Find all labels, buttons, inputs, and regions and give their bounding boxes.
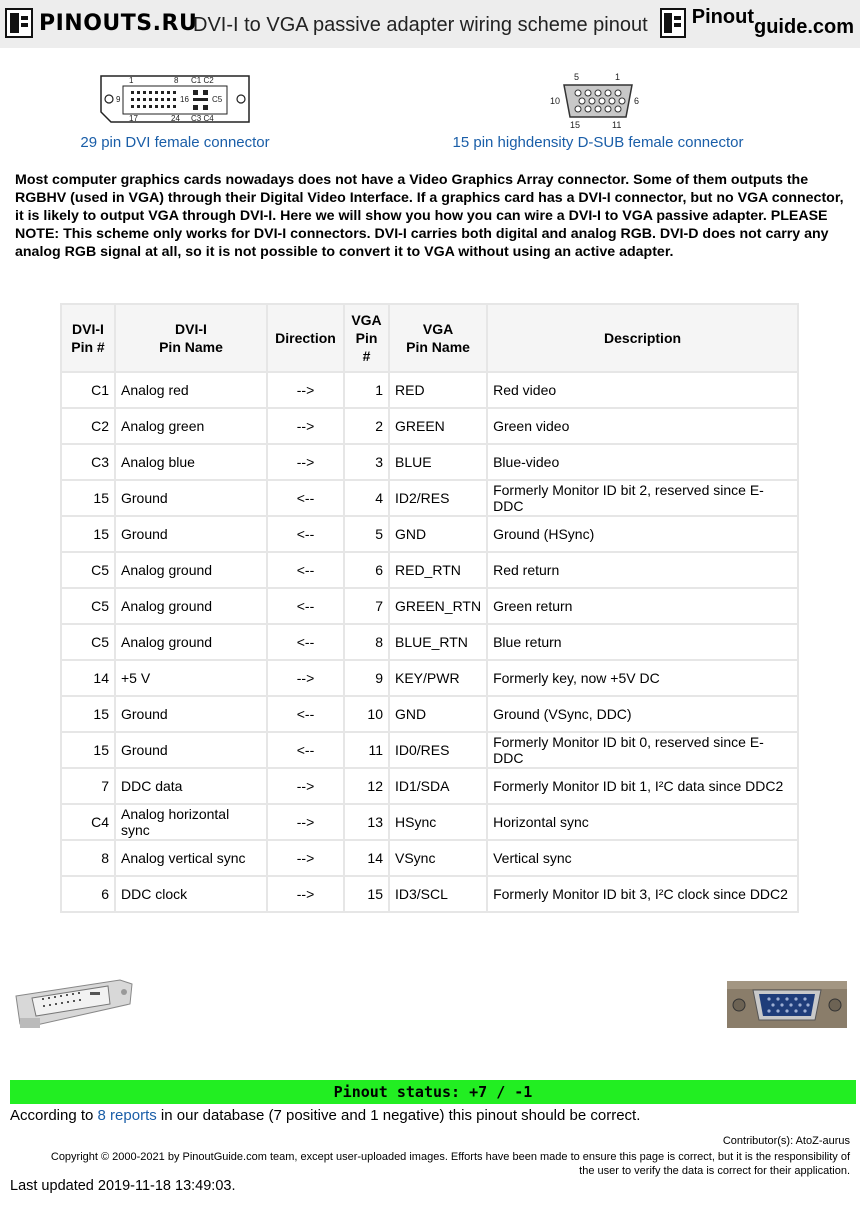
direction-cell: --> (268, 445, 343, 479)
direction-cell: <-- (268, 481, 343, 515)
description-cell: Blue return (488, 625, 797, 659)
pinoutguide-text-1: Pinout (691, 6, 754, 28)
description-cell: Red video (488, 373, 797, 407)
dvi-pin-name-cell: Analog ground (116, 625, 266, 659)
pinout-status-bar: Pinout status: +7 / -1 (10, 1080, 856, 1104)
dvi-label-16: 16 (180, 95, 189, 104)
description-cell: Formerly Monitor ID bit 2, reserved since E-DDC (488, 481, 797, 515)
dvi-pin-cell: 15 (62, 481, 114, 515)
vga-pin-name-cell: GREEN (390, 409, 486, 443)
dvi-label-1: 1 (129, 76, 134, 85)
description-cell: Red return (488, 553, 797, 587)
dvi-label-17: 17 (129, 114, 138, 123)
direction-cell: --> (268, 877, 343, 911)
dvi-pin-cell: 15 (62, 517, 114, 551)
table-row (62, 877, 797, 911)
table-row (62, 589, 797, 623)
dvi-pin-cell: 14 (62, 661, 114, 695)
direction-cell: --> (268, 661, 343, 695)
dvi-pin-name-cell: Analog blue (116, 445, 266, 479)
dvi-pin-name-cell: Analog red (116, 373, 266, 407)
table-row (62, 553, 797, 587)
vga-pin-cell: 4 (345, 481, 388, 515)
pinout-table-body (62, 373, 797, 911)
dvi-pin-cell: C2 (62, 409, 114, 443)
vga-pin-name-cell: ID2/RES (390, 481, 486, 515)
direction-cell: --> (268, 409, 343, 443)
pinoutguide-logo[interactable] (660, 6, 854, 39)
direction-cell: <-- (268, 625, 343, 659)
reports-link[interactable]: 8 reports (97, 1107, 157, 1124)
vga-pin-cell: 10 (345, 697, 388, 731)
vga-label-6: 6 (634, 96, 640, 106)
dvi-pin-name-cell: Ground (116, 481, 266, 515)
vga-label-11: 11 (612, 120, 622, 130)
dvi-pin-cell: 15 (62, 733, 114, 767)
col-description: Description (488, 305, 797, 371)
vga-label-10: 10 (550, 96, 561, 106)
vga-pin-name-cell: RED (390, 373, 486, 407)
dvi-pin-name-cell: Ground (116, 697, 266, 731)
pinoutguide-logo-icon (660, 8, 686, 38)
dvi-pin-name-cell: Ground (116, 517, 266, 551)
vga-pin-cell: 13 (345, 805, 388, 839)
vga-connector-photo (727, 981, 847, 1028)
vga-pin-cell: 14 (345, 841, 388, 875)
dvi-pin-cell: 7 (62, 769, 114, 803)
direction-cell: --> (268, 373, 343, 407)
col-vga-name: VGA Pin Name (390, 305, 486, 371)
description-cell: Vertical sync (488, 841, 797, 875)
vga-connector-caption: 15 pin highdensity D-SUB female connector (452, 134, 744, 151)
pinoutguide-text-2: guide.com (753, 16, 854, 38)
table-row (62, 805, 797, 839)
dvi-pin-cell: C5 (62, 553, 114, 587)
description-cell: Green video (488, 409, 797, 443)
dvi-pin-cell: C5 (62, 625, 114, 659)
vga-pin-cell: 9 (345, 661, 388, 695)
description-cell: Formerly Monitor ID bit 0, reserved since E-DDC (488, 733, 797, 767)
vga-label-1: 1 (615, 72, 621, 82)
description-cell: Formerly Monitor ID bit 1, I²C data since DDC2 (488, 769, 797, 803)
vga-pin-name-cell: RED_RTN (390, 553, 486, 587)
pinout-status-text: According to 8 reports in our database (7 positive and 1 negative) this pinout should be correct. (10, 1107, 641, 1124)
dvi-label-c1c2: C1 C2 (191, 76, 214, 85)
vga-pin-name-cell: GND (390, 697, 486, 731)
dvi-pin-name-cell: Analog ground (116, 553, 266, 587)
table-row (62, 373, 797, 407)
table-row (62, 661, 797, 695)
direction-cell: --> (268, 805, 343, 839)
dvi-pin-name-cell: Ground (116, 733, 266, 767)
direction-cell: <-- (268, 589, 343, 623)
vga-pin-name-cell: GND (390, 517, 486, 551)
vga-pin-name-cell: VSync (390, 841, 486, 875)
vga-pin-cell: 6 (345, 553, 388, 587)
pinout-table (60, 303, 799, 913)
dvi-connector-diagram (95, 72, 255, 128)
table-header-row (62, 305, 797, 371)
copyright-notice: Copyright © 2000-2021 by PinoutGuide.com team, except user-uploaded images. Efforts have been made to ensure this page is correct, but it is the responsibility of the user to verify the data is correct for their application. (50, 1151, 850, 1177)
vga-connector-figure (448, 70, 748, 151)
description-cell: Formerly Monitor ID bit 3, I²C clock since DDC2 (488, 877, 797, 911)
dvi-connector-caption: 29 pin DVI female connector (80, 134, 270, 151)
dvi-connector-figure (75, 72, 275, 151)
table-row (62, 481, 797, 515)
vga-pin-cell: 2 (345, 409, 388, 443)
pinouts-ru-text: PINOUTS.RU (39, 10, 198, 36)
description-cell: Ground (HSync) (488, 517, 797, 551)
col-dvi-pin: DVI-I Pin # (62, 305, 114, 371)
direction-cell: --> (268, 769, 343, 803)
vga-pin-name-cell: ID0/RES (390, 733, 486, 767)
vga-pin-cell: 3 (345, 445, 388, 479)
dvi-label-c3c4: C3 C4 (191, 114, 214, 123)
dvi-label-9: 9 (116, 95, 121, 104)
dvi-pin-cell: 8 (62, 841, 114, 875)
description-cell: Blue-video (488, 445, 797, 479)
direction-cell: <-- (268, 553, 343, 587)
description-cell: Ground (VSync, DDC) (488, 697, 797, 731)
vga-pin-name-cell: BLUE (390, 445, 486, 479)
table-row (62, 409, 797, 443)
col-vga-pin: VGA Pin # (345, 305, 388, 371)
header-bar (0, 0, 860, 48)
description-cell: Formerly key, now +5V DC (488, 661, 797, 695)
dvi-pin-cell: C5 (62, 589, 114, 623)
col-dvi-name: DVI-I Pin Name (116, 305, 266, 371)
vga-pin-cell: 11 (345, 733, 388, 767)
contributors: Contributor(s): AtoZ-aurus (722, 1135, 850, 1147)
table-row (62, 733, 797, 767)
pinouts-logo-icon (5, 8, 33, 38)
dvi-pin-name-cell: +5 V (116, 661, 266, 695)
dvi-label-8: 8 (174, 76, 179, 85)
table-row (62, 445, 797, 479)
table-row (62, 769, 797, 803)
vga-pin-cell: 8 (345, 625, 388, 659)
vga-pin-name-cell: HSync (390, 805, 486, 839)
dvi-connector-photo (12, 974, 134, 1034)
vga-pin-cell: 12 (345, 769, 388, 803)
direction-cell: <-- (268, 697, 343, 731)
table-row (62, 841, 797, 875)
vga-label-15: 15 (570, 120, 581, 130)
dvi-pin-cell: 15 (62, 697, 114, 731)
description-cell: Horizontal sync (488, 805, 797, 839)
dvi-pin-name-cell: DDC data (116, 769, 266, 803)
dvi-pin-cell: 6 (62, 877, 114, 911)
dvi-pin-cell: C3 (62, 445, 114, 479)
vga-pin-cell: 5 (345, 517, 388, 551)
dvi-pin-name-cell: Analog green (116, 409, 266, 443)
dvi-pin-cell: C1 (62, 373, 114, 407)
vga-pin-name-cell: KEY/PWR (390, 661, 486, 695)
dvi-pin-name-cell: Analog vertical sync (116, 841, 266, 875)
dvi-label-24: 24 (171, 114, 180, 123)
vga-label-5: 5 (574, 72, 580, 82)
vga-pin-cell: 7 (345, 589, 388, 623)
page-title: DVI-I to VGA passive adapter wiring scheme pinout (193, 14, 648, 36)
col-direction: Direction (268, 305, 343, 371)
dvi-pin-name-cell: DDC clock (116, 877, 266, 911)
table-row (62, 625, 797, 659)
vga-pin-name-cell: GREEN_RTN (390, 589, 486, 623)
dvi-pin-name-cell: Analog ground (116, 589, 266, 623)
direction-cell: <-- (268, 733, 343, 767)
vga-pin-name-cell: BLUE_RTN (390, 625, 486, 659)
dvi-label-c5: C5 (212, 95, 223, 104)
intro-paragraph: Most computer graphics cards nowadays does not have a Video Graphics Array connector. Some of them outputs the RGBHV (used in VGA) through their Digital Video Interface. If a graphics card has a DVI-I connector, but no VGA connector, it is likely to output VGA through DVI-I. Here we will show you how you can wire a DVI-I to VGA passive adapter. PLEASE NOTE: This scheme only works for DVI-I connectors. DVI-I carries both digital and analog RGB. DVI-D does not carry any analog RGB signal at all, so it is not possible to convert it to VGA without using an active adapter. (15, 172, 844, 260)
vga-connector-diagram (548, 70, 648, 132)
direction-cell: <-- (268, 517, 343, 551)
table-row (62, 697, 797, 731)
vga-pin-cell: 15 (345, 877, 388, 911)
pinouts-ru-logo[interactable] (5, 8, 197, 38)
vga-pin-name-cell: ID3/SCL (390, 877, 486, 911)
vga-pin-cell: 1 (345, 373, 388, 407)
direction-cell: --> (268, 841, 343, 875)
last-updated: Last updated 2019-11-18 13:49:03. (10, 1178, 236, 1194)
description-cell: Green return (488, 589, 797, 623)
table-row (62, 517, 797, 551)
dvi-pin-cell: C4 (62, 805, 114, 839)
vga-pin-name-cell: ID1/SDA (390, 769, 486, 803)
dvi-pin-name-cell: Analog horizontal sync (116, 805, 266, 839)
